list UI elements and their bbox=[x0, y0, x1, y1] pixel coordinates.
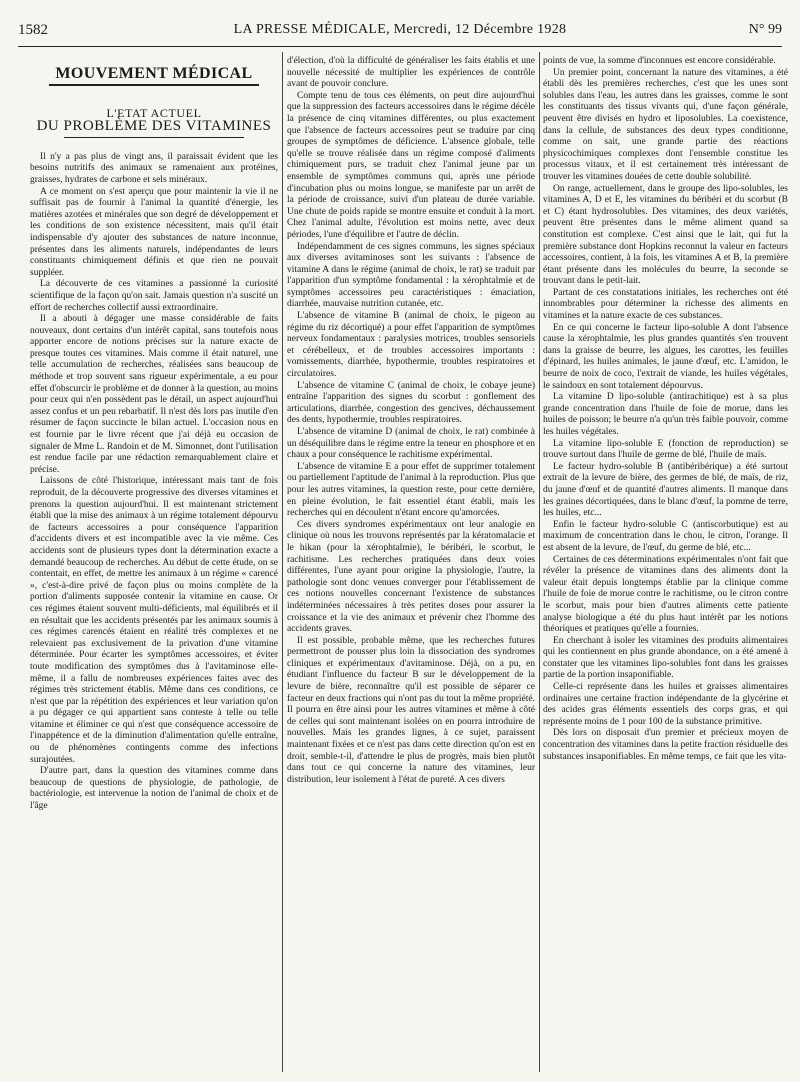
column-divider-1 bbox=[282, 52, 283, 1072]
column-3 bbox=[543, 56, 788, 763]
paragraph: Indépendamment de ces signes communs, les signes spéciaux aux diverses avitaminoses sont les suivants : l'absence de vitamine A dans le régime (animal de choix, le rat) se traduit par l'apparition d'un symptôme fondamental : la xérophtalmie et de symptômes accessoires peu caractéristiques : émaciation, diarrhée, mauvaise nutrition cutanée, etc. bbox=[287, 241, 535, 310]
paragraph: On range, actuellement, dans le groupe des lipo-solubles, les vitamines A, D et E, les vitamines du béribéri et du scorbut (B et C) étant hydrosolubles. Des vitamines, des deux variétés, peuvent être présentes dans le même aliment quand sa constitution est complexe. C'est ainsi que le lait, qui fut la première substance dont Hopkins reconnut la valeur en facteurs accessoires, contient, à la fois, les vitamines A et B, la première étant présente dans les molécules du beurre, la seconde se trouvant dans le petit-lait. bbox=[543, 183, 788, 287]
page-number: 1582 bbox=[18, 22, 48, 38]
paragraph: L'absence de vitamine C (animal de choix, le cobaye jeune) entraîne l'apparition des signes du scorbut : gonflement des articulations, diarrhée, congestion des gencives, déchaussement des dents, hypothermie, troubles respiratoires. bbox=[287, 380, 535, 426]
paragraph: Il est possible, probable même, que les recherches futures permettront de pousser plus loin la dissociation des syndromes cliniques et expérimentaux d'avitaminose. Déjà, on a pu, en étudiant l'influence du facteur B sur le développement de la levure de bière, reconnaître qu'il est possible de séparer ce facteur en deux fractions qui n'ont pas du tout la même propriété. Il pourra en être ainsi pour les autres vitamines et même à côté de celles qui sont maintenant isolées on en pourra introduire de nouvelles. Mais les grandes lignes, à ce sujet, paraissent maintenant fixées et ce n'est pas dans cette direction qu'on est en droit, semble-t-il, d'attendre le plus de progrès, mais bien plutôt dans tout ce qui concerne la nature des vitamines, leur distribution, leur isolement à l'état de pureté. A ces divers bbox=[287, 635, 535, 785]
paragraph: Celle-ci représente dans les huiles et graisses alimentaires ordinaires une certaine fraction indépendante de la glycérine et des acides gras éléments essentiels des corps gras, et qui représente moins de 1 pour 100 de la substance primitive. bbox=[543, 682, 788, 727]
paragraph: Un premier point, concernant la nature des vitamines, a été établi dès les premières recherches, c'est que les unes sont solubles dans l'eau, les autres dans les graisses, comme le sont les constituants des tissus vivants qui, d'une façon générale, peuvent être divisés en hydro et liposolubles. La coexistence, dans la cellule, de substances des deux types conditionne, comme on sait, une grande partie des réactions physicochimiques complexes dont l'ensemble constitue les processus vitaux, et il est certainement très intéressant de trouver les vitamines douées de cette double solubilité. bbox=[543, 67, 788, 182]
paragraph: Laissons de côté l'historique, intéressant mais tant de fois reproduit, de la découverte progressive des diverses vitamines et prenons la question aujourd'hui. Il est maintenant strictement établi que la mise des animaux à un régime totalement dépourvu de facteurs accessoires a pour conséquence l'apparition d'accidents divers et est incompatible avec la vie même. Ces accidents sont de plusieurs types dont la détermination exacte a demandé beaucoup de recherches. Au début de cette étude, on se contentait, en effet, de mettre les animaux à un régime « carencé », c'est-à-dire privé de façon plus ou moins complète de la portion d'aliments supposée contenir la vitamine en cause. Or ces régimes étaient souvent multi-déficients, mal équilibrés et il en résultait que les accidents présentés par les animaux soumis à ces régimes carencés étaient en réalité très complexes et ne relevaient pas exclusivement de la privation d'une vitamine déterminée. Pour écarter les symptômes accessoires, et éviter toute modification des symptômes dus à l'avitaminose elle-même, il a fallu de nombreuses expériences faites avec des régimes très strictement établis. Même dans ces conditions, ce n'est que par la répétition des expériences et leur variation qu'on a pu dégager ce qui appartient sans conteste à telle ou telle vitamine et éliminer ce qui n'est que conséquence accessoire de l'inappétence et de la diminution d'alimentation qu'elle entraîne, ou de phénomènes contingents comme des infections surajoutées. bbox=[30, 476, 278, 765]
running-header bbox=[18, 22, 782, 46]
paragraph: Ces divers syndromes expérimentaux ont leur analogie en clinique où nous les trouvons représentés par la kératomalacie et le hikan (pour la xérophtalmie), le béribéri, le scorbut, le rachitisme. Les recherches pratiquées dans deux voies différentes, l'une ayant pour origine la physiologie, l'autre, la pathologie sont donc venues converger pour l'établissement de ces notions nouvelles concernant l'existence de substances indéterminées nécessaires à très petites doses pour assurer la croissance et la vie des animaux et prévenir chez l'homme des accidents graves. bbox=[287, 519, 535, 635]
paragraph: Certaines de ces déterminations expérimentales n'ont fait que révéler la présence de vitamines dans des aliments dont la valeur était depuis longtemps établie par la clinique comme l'huile de foie de morue contre le rachitisme, ou le citron contre le scorbut, mais pour bien d'autres aliments cette patiente analyse biologique a été du plus haut intérêt par les notions théoriques et pratiques qu'elle a fournies. bbox=[543, 554, 788, 635]
paragraph: Compte tenu de tous ces éléments, on peut dire aujourd'hui que la suppression des facteurs accessoires dans le régime décèle la présence de cinq vitamines différentes, ou plus exactement que l'absence de facteurs accessoires peut se traduire par cinq groupes de symptômes de déficience. L'absence globale, telle qu'elle se trouve réalisée dans un régime composé d'aliments chimiquement purs, se traduit chez l'animal jeune par un ensemble de symptômes communs qui, après une période d'incubation plus ou moins longue, se manifeste par un arrêt de la période de croissance, suivi d'un plateau de durée variable. Une chute de poids rapide se montre ensuite et conduit à la mort. Chez l'animal adulte, l'évolution est moins nette, avec deux périodes, l'une d'équilibre et l'autre de déclin. bbox=[287, 90, 535, 240]
headline-rule bbox=[64, 137, 244, 138]
article-kicker: L'ETAT ACTUEL bbox=[106, 105, 202, 120]
column-divider-2 bbox=[539, 52, 540, 1072]
section-rule bbox=[49, 84, 259, 86]
paragraph: A ce moment on s'est aperçu que pour maintenir la vie il ne suffisait pas de fournir à l'animal la quantité d'énergie, les matières azotées et minérales que son degré de développement et les conditions de son existence nécessitent, mais qu'il était indispensable d'y ajouter des substances de nature inconnue, présentes dans les aliments naturels, indépendantes de leurs constituants chimiquement définis et que rien ne pouvait suppléer. bbox=[30, 186, 278, 278]
paragraph: D'autre part, dans la question des vitamines comme dans beaucoup de questions de physiologie, de pathologie, de bactériologie, est intervenue la notion de l'animal de choix et de l'âge bbox=[30, 766, 278, 812]
paragraph: Il a abouti à dégager une masse considérable de faits nouveaux, dont certains d'un intérêt capital, sans toutefois nous apporter encore de notions précises sur la nature exacte de presque toutes ces vitamines. Mais comme il était naturel, une telle accumulation de recherches, réalisées sans beaucoup de méthode et trop souvent sans rigueur expérimentale, a eu pour effet d'obscurcir le problème et de donner à la question, au moins pour ceux qui n'en possèdent pas le détail, un aspect aujourd'hui assez confus et un peu rebarbatif. Il n'est dès lors pas inutile d'en résumer de façon succincte le bilan actuel. L'occasion nous en est fournie par le livre récent que j'ai déjà eu occasion de signaler de Mme L. Randoin et de M. Simonnet, dont l'utilisation est rendue facile par une rédaction remarquablement claire et précise. bbox=[30, 314, 278, 475]
header-rule bbox=[18, 46, 782, 47]
paragraph: La découverte de ces vitamines a passionné la curiosité scientifique de la façon qu'on sait. Jamais question n'a suscité un effort de recherches collectif aussi extraordinaire. bbox=[30, 279, 278, 313]
column-2 bbox=[287, 56, 535, 786]
article-headline: DU PROBLÈME DES VITAMINES bbox=[36, 118, 272, 135]
paragraph: Le facteur hydro-soluble B (antibéribérique) a été surtout extrait de la levure de bière, des germes de blé, de maïs, de riz, du jaune d'œuf et de quantité d'autres aliments. Il manque dans les graines décortiquées, dans le blanc d'œuf, la pomme de terre, les huiles, etc... bbox=[543, 461, 788, 519]
column-1 bbox=[30, 56, 278, 813]
paragraph: En cherchant à isoler les vitamines des produits alimentaires qui les contiennent en plus grande abondance, on a été amené à constater que les vitamines lipo-solubles font dans les graisses partie de la portion insaponifiable. bbox=[543, 635, 788, 681]
paragraph: L'absence de vitamine E a pour effet de supprimer totalement ou partiellement l'aptitude de l'animal à la reproduction. Plus que pour les autres vitamines, la question reste, pour cette dernière, en pleine évolution, le fait essentiel étant établi, mais les recherches qui en découlent n'étant encore qu'amorcées. bbox=[287, 461, 535, 519]
paragraph: La vitamine D lipo-soluble (antirachitique) est à sa plus grande concentration dans l'huile de foie de morue, dans les huiles de poisson; le beurre n'a qu'un très faible pouvoir, comme les huiles végétales. bbox=[543, 392, 788, 437]
paragraph: Il n'y a pas plus de vingt ans, il paraissait évident que les besoins nutritifs des animaux se ramenaient aux protéines, graisses, hydrates de carbone et sels minéraux. bbox=[30, 151, 278, 185]
issue-number: N° 99 bbox=[748, 22, 782, 37]
paragraph: Dès lors on disposait d'un premier et précieux moyen de concentration des vitamines dans la petite fraction résiduelle des substances insaponifiables. En même temps, ce fait que les vita- bbox=[543, 728, 788, 762]
paragraph: L'absence de vitamine B (animal de choix, le pigeon au régime du riz décortiqué) a pour effet l'apparition de symptômes nerveux fondamentaux : paralysies motrices, troubles sensoriels et cérébelleux, et de troubles accessoires importants : vomissements, diarrhée, hypothermie, troubles respiratoires et circulatoires. bbox=[287, 311, 535, 380]
section-title: MOUVEMENT MÉDICAL bbox=[55, 65, 253, 82]
journal-title: LA PRESSE MÉDICALE, Mercredi, 12 Décembre 1928 bbox=[233, 22, 567, 37]
paragraph: d'élection, d'où la difficulté de généraliser les faits établis et une nouvelle nécessité de multiplier les expériences de contrôle avant de pouvoir conclure. bbox=[287, 56, 535, 90]
paragraph: Partant de ces constatations initiales, les recherches ont été innombrables pour déterminer la richesse des aliments en vitamines et la nature exacte de ces substances. bbox=[543, 287, 788, 322]
paragraph: En ce qui concerne le facteur lipo-soluble A dont l'absence cause la xérophtalmie, les plus grandes quantités s'en trouvent dans la graisse de beurre, les algues, les carottes, les feuilles d'épinard, les huiles animales, le jaune d'œuf, etc. L'amidon, le beurre de noix de coco, l'extrait de viande, les huiles végétales, le saindoux en sont totalement dépourvus. bbox=[543, 322, 788, 391]
paragraph: points de vue, la somme d'inconnues est encore considérable. bbox=[543, 56, 776, 66]
paragraph: La vitamine lipo-soluble E (fonction de reproduction) se trouve surtout dans l'huile de germe de blé, l'huile de maïs. bbox=[543, 438, 788, 461]
paragraph: L'absence de vitamine D (animal de choix, le rat) combinée à un déséquilibre dans le régime entre la teneur en phosphore et en chaux a pour conséquence le rachitisme expérimental. bbox=[287, 427, 535, 461]
paragraph: Enfin le facteur hydro-soluble C (antiscorbutique) est au maximum de concentration dans le chou, le citron, l'orange. Il est absent de la levure, de l'œuf, du germe de blé, etc... bbox=[543, 519, 788, 553]
